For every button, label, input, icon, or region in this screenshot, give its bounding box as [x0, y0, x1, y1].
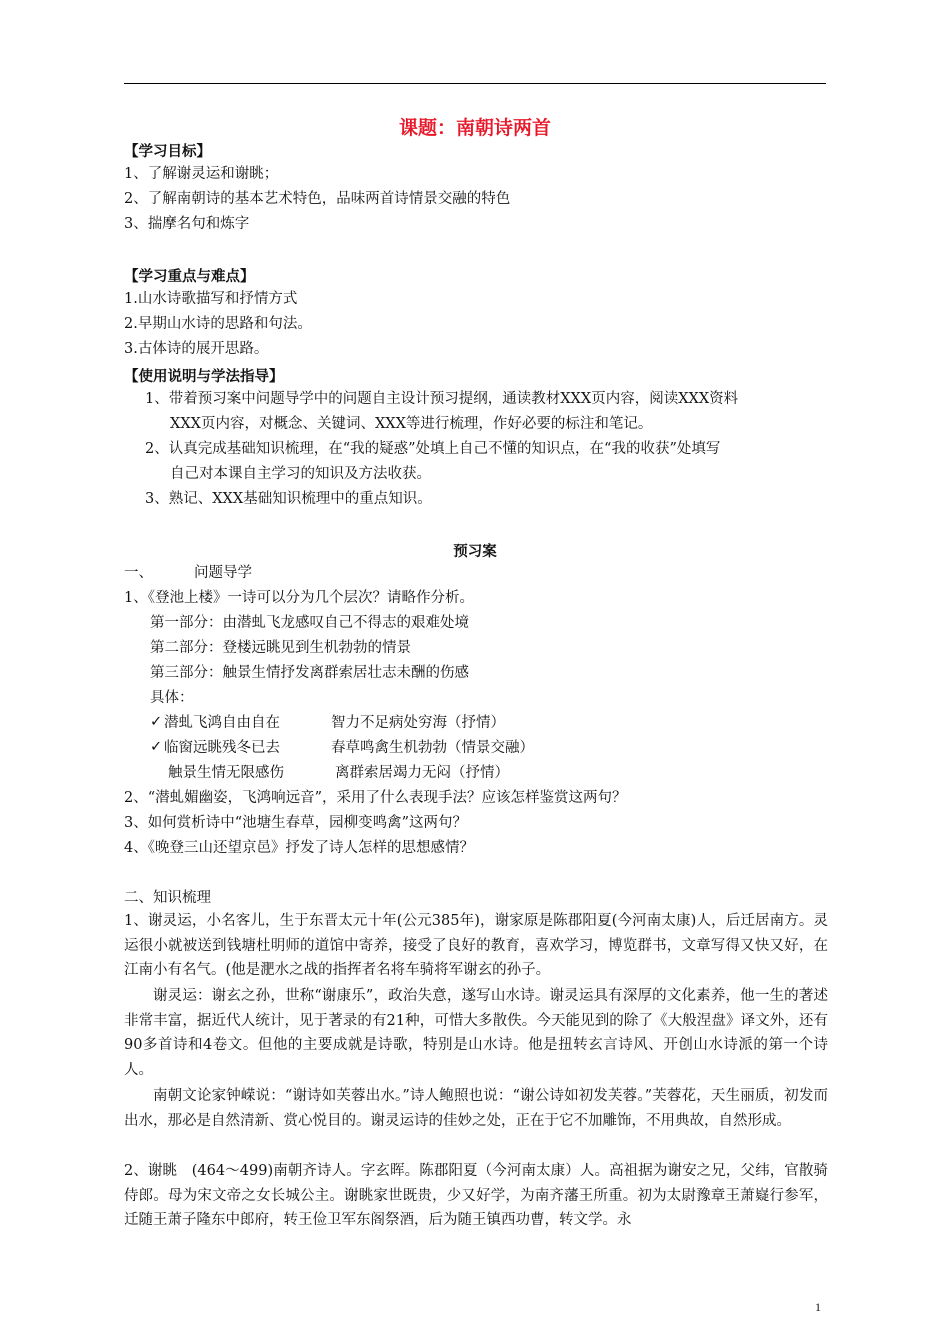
- answer-part: 第三部分：触景生情抒发离群索居壮志未酬的伤感: [150, 665, 469, 681]
- detail-left: 潜虬飞鸿自由自在: [164, 715, 280, 731]
- instructions-heading: 【使用说明与学法指导】: [124, 369, 284, 385]
- page-number: 1: [815, 1300, 821, 1314]
- knowledge-paragraph: 1、谢灵运，小名客儿，生于东晋太元十年(公元385年)，谢家原是陈郡阳夏(今河南太康)人，后迁居南方。灵运很小就被送到钱塘杜明师的道馆中寄养，接受了良好的教育，喜欢学习，博览群书，文章写得又快又好，在江南小有名气。(他是淝水之战的指挥者名将车骑将军谢玄的孙子。: [124, 913, 828, 979]
- check-icon: ✓: [150, 714, 163, 730]
- goals-heading: 【学习目标】: [124, 144, 211, 160]
- knowledge-heading: 二、知识梳理: [124, 890, 211, 906]
- check-icon: ✓: [150, 739, 163, 755]
- key-point-item: 2.早期山水诗的思路和句法。: [124, 316, 312, 332]
- key-point-item: 3.古体诗的展开思路。: [124, 341, 269, 357]
- instruction-line: 3、熟记、XXX基础知识梳理中的重点知识。: [145, 491, 432, 507]
- question-4: 4、《晚登三山还望京邑》抒发了诗人怎样的思想感情？: [124, 840, 474, 856]
- instruction-line: XXX页内容，对概念、关键词、XXX等进行梳理，作好必要的标注和笔记。: [170, 416, 653, 432]
- question-3: 3、如何赏析诗中“池塘生春草，园柳变鸣禽”这两句？: [124, 815, 468, 831]
- detail-right: 智力不足病处穷海（抒情）: [331, 715, 505, 731]
- question-2: 2、“潜虬媚幽姿，飞鸿响远音”，采用了什么表现手法？应该怎样鉴赏这两句？: [124, 790, 627, 806]
- detail-left: 触景生情无限感伤: [168, 765, 284, 781]
- header-rule: [124, 83, 826, 84]
- knowledge-paragraph: 2、谢眺 (464～499)南朝齐诗人。字玄晖。陈郡阳夏（今河南太康）人。高祖据为谢安之兄，父纬，官散骑侍郎。母为宋文帝之女长城公主。谢眺家世既贵，少又好学，为南齐藩王所重。初为太尉豫章王萧嶷行参军，迁随王萧子隆东中郎府，转王俭卫军东阁祭酒，后为随王镇西功曹，转文学。永: [124, 1163, 828, 1229]
- answer-part: 第一部分：由潜虬飞龙感叹自己不得志的艰难处境: [150, 615, 469, 631]
- answer-part: 第二部分：登楼远眺见到生机勃勃的情景: [150, 640, 411, 656]
- instruction-line: 2、认真完成基础知识梳理，在“我的疑惑”处填上自己不懂的知识点，在“我的收获”处填写: [145, 441, 721, 457]
- section-title: 问题导学: [194, 565, 252, 581]
- key-points-heading: 【学习重点与难点】: [124, 269, 255, 285]
- detail-left: 临窗远眺残冬已去: [164, 740, 280, 756]
- detail-label: 具体：: [150, 690, 194, 706]
- key-point-item: 1.山水诗歌描写和抒情方式: [124, 291, 298, 307]
- preview-heading: 预习案: [453, 544, 497, 560]
- knowledge-paragraph: 谢灵运：谢玄之孙，世称“谢康乐”，政治失意，遂写山水诗。谢灵运具有深厚的文化素养，他一生的著述非常丰富，据近代人统计，见于著录的有21种，可惜大多散佚。今天能见到的除了《大般涅盘》译文外，还有90多首诗和4卷文。但他的主要成就是诗歌，特别是山水诗。他是扭转玄言诗风、开创山水诗派的第一个诗人。: [124, 988, 829, 1079]
- detail-right: 离群索居竭力无闷（抒情）: [335, 765, 509, 781]
- question-1: 1、《登池上楼》一诗可以分为几个层次？请略作分析。: [124, 590, 474, 606]
- instruction-line: 自己对本课自主学习的知识及方法收获。: [170, 466, 431, 482]
- detail-right: 春草鸣禽生机勃勃（情景交融）: [331, 740, 534, 756]
- section-number: 一、: [124, 565, 153, 581]
- knowledge-paragraph: 南朝文论家钟嵘说：“谢诗如芙蓉出水。”诗人鲍照也说：“谢公诗如初发芙蓉。”芙蓉花，天生丽质，初发而出水，那必是自然清新、赏心悦目的。谢灵运诗的佳妙之处，正在于它不加雕饰，不用典故，自然形成。: [124, 1088, 828, 1129]
- instruction-line: 1、带着预习案中问题导学中的问题自主设计预习提纲，通读教材XXX页内容，阅读XXX资料: [145, 391, 739, 407]
- page-title: 课题：南朝诗两首: [398, 117, 551, 139]
- goal-item: 3、揣摩名句和炼字: [124, 216, 250, 232]
- goal-item: 2、了解南朝诗的基本艺术特色，品味两首诗情景交融的特色: [124, 191, 511, 207]
- goal-item: 1、了解谢灵运和谢眺；: [124, 166, 279, 182]
